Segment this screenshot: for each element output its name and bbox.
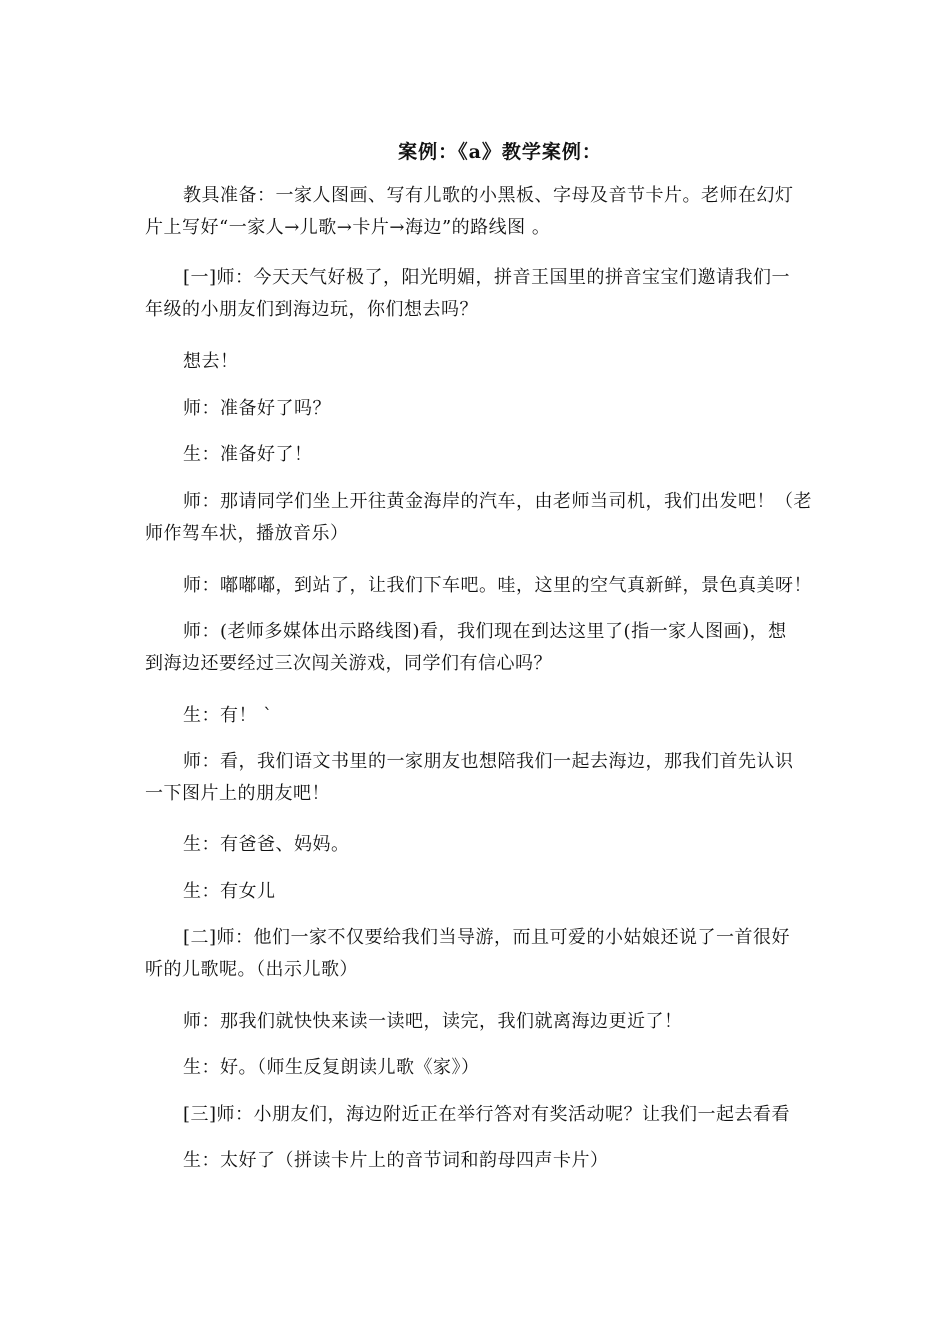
text-line: 教具准备：一家人图画、写有儿歌的小黑板、字母及音节卡片。老师在幻灯: [183, 185, 794, 206]
paragraph: [145, 1052, 810, 1084]
paragraph: [145, 439, 810, 471]
paragraph: [145, 393, 810, 425]
text-line: [一]师：今天天气好极了，阳光明媚，拼音王国里的拼音宝宝们邀请我们一: [183, 267, 791, 288]
paragraph-part-two: [145, 922, 810, 986]
text-line: 生：太好了（拼读卡片上的音节词和韵母四声卡片）: [183, 1150, 609, 1171]
text-line: 到海边还要经过三次闯关游戏，同学们有信心吗？: [145, 653, 552, 674]
paragraph: [145, 346, 810, 378]
text-line: 师：嘟嘟嘟，到站了，让我们下车吧。哇，这里的空气真新鲜，景色真美呀！: [183, 575, 812, 596]
text-line: 想去！: [183, 351, 239, 372]
text-line: 片上写好“一家人→儿歌→卡片→海边”的路线图 。: [145, 217, 551, 238]
text-line: 一下图片上的朋友吧！: [145, 783, 330, 804]
text-line: 师：准备好了吗？: [183, 398, 331, 419]
text-line: 生：好。（师生反复朗读儿歌《家》）: [183, 1057, 480, 1078]
paragraph: [145, 829, 810, 861]
paragraph: [145, 876, 810, 908]
text-line: 听的儿歌呢。（出示儿歌）: [145, 959, 358, 980]
text-line: 年级的小朋友们到海边玩，你们想去吗？: [145, 299, 478, 320]
text-line: 生：有女儿: [183, 881, 276, 902]
text-line: [二]师：他们一家不仅要给我们当导游，而且可爱的小姑娘还说了一首很好: [183, 927, 791, 948]
paragraph: [145, 570, 810, 602]
paragraph-materials: [145, 180, 810, 244]
text-line: 生：有！ `: [183, 705, 273, 726]
text-line: 师：那请同学们坐上开往黄金海岸的汽车，由老师当司机，我们出发吧！（老: [183, 491, 812, 512]
paragraph-part-three: [145, 1099, 810, 1131]
text-line: 师：那我们就快快来读一读吧，读完，我们就离海边更近了！: [183, 1011, 683, 1032]
paragraph: [145, 700, 810, 732]
text-line: 生：准备好了！: [183, 444, 313, 465]
paragraph: [145, 486, 810, 550]
paragraph: [145, 746, 810, 810]
document-title: 案例：《a》教学案例：: [398, 141, 602, 163]
text-line: 师：看，我们语文书里的一家朋友也想陪我们一起去海边，那我们首先认识: [183, 751, 794, 772]
paragraph: [145, 1145, 810, 1177]
text-line: 师：(老师多媒体出示路线图)看，我们现在到达这里了(指一家人图画)，想: [183, 621, 787, 642]
paragraph-part-one: [145, 262, 810, 326]
text-line: 师作驾车状，播放音乐）: [145, 523, 349, 544]
paragraph: [145, 616, 810, 680]
paragraph: [145, 1006, 810, 1038]
text-line: 生：有爸爸、妈妈。: [183, 834, 350, 855]
text-line: [三]师：小朋友们，海边附近正在举行答对有奖活动呢？让我们一起去看看: [183, 1104, 791, 1125]
